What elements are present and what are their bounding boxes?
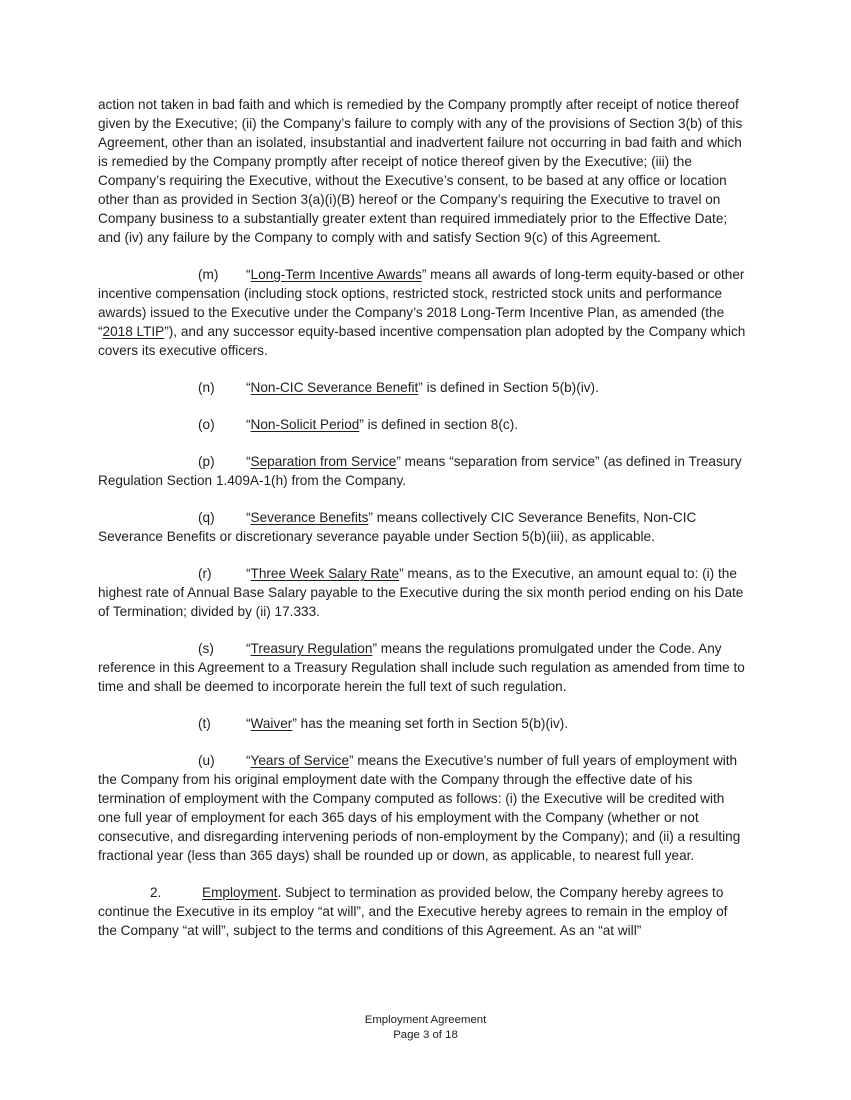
- definition-label: (p): [198, 454, 215, 469]
- definition-s: (s) “Treasury Regulation” means the regulations promulgated under the Code. Any reference in this Agreement to a Treasury Regulation shall include such regulation as amended from time to time and shall be deemed to incorporate herein the full text of such regulation.: [98, 641, 745, 694]
- section-number: 2.: [150, 885, 162, 900]
- definition-n: (n) “Non-CIC Severance Benefit” is defined in Section 5(b)(iv).: [198, 380, 599, 395]
- definition-label: (q): [198, 510, 215, 525]
- document-body: [98, 95, 750, 958]
- definition-text: ” has the meaning set forth in Section 5(b)(iv).: [292, 716, 569, 731]
- defined-term: Severance Benefits: [250, 510, 369, 525]
- definition-label: (o): [198, 417, 215, 432]
- definition-o: (o) “Non-Solicit Period” is defined in section 8(c).: [198, 417, 518, 432]
- definition-label: (n): [198, 380, 215, 395]
- definition-text: ” is defined in section 8(c).: [359, 417, 518, 432]
- defined-term: Non-CIC Severance Benefit: [250, 380, 419, 395]
- definition-label: (u): [198, 753, 215, 768]
- defined-term: Long-Term Incentive Awards: [250, 267, 422, 282]
- definition-text: ”), and any successor equity-based incentive compensation plan adopted by the Company which covers its executive officers.: [98, 324, 746, 358]
- definition-t: (t) “Waiver” has the meaning set forth in Section 5(b)(iv).: [198, 716, 569, 731]
- definition-label: (m): [198, 267, 219, 282]
- section-text: . Subject to termination as provided below, the Company hereby agrees to continue the Executive in its employ “at will”, and the Executive hereby agrees to remain in the employ of the Company “at will”, subject to the terms and conditions of this Agreement. As an “at will”: [98, 885, 728, 938]
- intro-paragraph: action not taken in bad faith and which is remedied by the Company promptly after receipt of notice thereof given by the Executive; (ii) the Company’s failure to comply with any of the provisions of Section 3(b) of this Agreement, other than an isolated, insubstantial and inadvertent failure not occurring in bad faith and which is remedied by the Company promptly after receipt of notice thereof given by the Executive; (iii) the Company’s requiring the Executive, without the Executive’s consent, to be based at any office or location other than as provided in Section 3(a)(i)(B) hereof or the Company’s requiring the Executive to travel on Company business to a substantially greater extent than required immediately prior to the Effective Date; and (iv) any failure by the Company to comply with and satisfy Section 9(c) of this Agreement.: [98, 97, 743, 245]
- defined-term-2018-ltip: 2018 LTIP: [102, 324, 165, 339]
- definition-text: ” means collectively CIC Severance Benefits, Non-CIC Severance Benefits or discretionary severance payable under Section 5(b)(iii), as applicable.: [98, 510, 697, 544]
- definition-r: (r) “Three Week Salary Rate” means, as to the Executive, an amount equal to: (i) the highest rate of Annual Base Salary payable to the Executive during the six month period ending on his Date of Termination; divided by (ii) 17.333.: [98, 566, 744, 619]
- defined-term: Waiver: [250, 716, 293, 731]
- definition-text: ” means the regulations promulgated under the Code. Any reference in this Agreement to a Treasury Regulation shall include such regulation as amended from time to time and shall be deemed to incorporate herein the full text of such regulation.: [98, 641, 745, 694]
- definition-text: ” is defined in Section 5(b)(iv).: [418, 380, 599, 395]
- defined-term: Years of Service: [250, 753, 350, 768]
- defined-term: Separation from Service: [250, 454, 397, 469]
- definition-q: (q) “Severance Benefits” means collectively CIC Severance Benefits, Non-CIC Severance Benefits or discretionary severance payable under Section 5(b)(iii), as applicable.: [98, 510, 697, 544]
- definition-label: (r): [198, 566, 212, 581]
- definition-p: (p) “Separation from Service” means “separation from service” (as defined in Treasury Regulation Section 1.409A-1(h) from the Company.: [98, 454, 742, 488]
- section-2-employment: [98, 883, 750, 940]
- definition-label: (s): [198, 641, 214, 656]
- footer-title: Employment Agreement: [364, 1014, 487, 1026]
- definition-text: ” means “separation from service” (as defined in Treasury Regulation Section 1.409A-1(h) from the Company.: [98, 454, 742, 488]
- defined-term: Treasury Regulation: [250, 641, 373, 656]
- definition-label: (t): [198, 716, 211, 731]
- defined-term: Non-Solicit Period: [250, 417, 360, 432]
- definition-u: (u) “Years of Service” means the Executive’s number of full years of employment with the Company from his original employment date with the Company through the effective date of his termination of employment with the Company computed as follows: (i) the Executive will be credited with one full year of employment for each 365 days of his employment with the Company (whether or not consecutive, and disregarding intervening periods of non-employment by the Company); and (ii) a resulting fractional year (less than 365 days) shall be rounded up or down, as applicable, to nearest full year.: [98, 753, 741, 863]
- definition-m: (m) “Long-Term Incentive Awards” means all awards of long-term equity-based or other incentive compensation (including stock options, restricted stock, restricted stock units and performance awards) issued to the Executive under the Company’s 2018 Long-Term Incentive Plan, as amended (the “2018 LTIP”), and any successor equity-based incentive compensation plan adopted by the Company which covers its executive officers.: [98, 267, 746, 358]
- page-footer: [0, 1013, 851, 1043]
- definition-text: ” means the Executive’s number of full years of employment with the Company from his original employment date with the Company through the effective date of his termination of employment with the Company computed as follows: (i) the Executive will be credited with one full year of employment for each 365 days of his employment with the Company (whether or not consecutive, and disregarding intervening periods of non-employment by the Company); and (ii) a resulting fractional year (less than 365 days) shall be rounded up or down, as applicable, to nearest full year.: [98, 753, 741, 863]
- definition-text: ” means, as to the Executive, an amount equal to: (i) the highest rate of Annual Base Salary payable to the Executive during the six month period ending on his Date of Termination; divided by (ii) 17.333.: [98, 566, 744, 619]
- definition-text: means all awards of long-term equity-based or other incentive compensation (including stock options, restricted stock, restricted stock units and performance awards) issued to the Executive under the Company’s 2018 Long-Term Incentive Plan, as amended (the “: [98, 267, 745, 339]
- section-heading: Employment: [202, 885, 278, 900]
- page-number: Page 3 of 18: [393, 1029, 458, 1041]
- defined-term: Three Week Salary Rate: [250, 566, 400, 581]
